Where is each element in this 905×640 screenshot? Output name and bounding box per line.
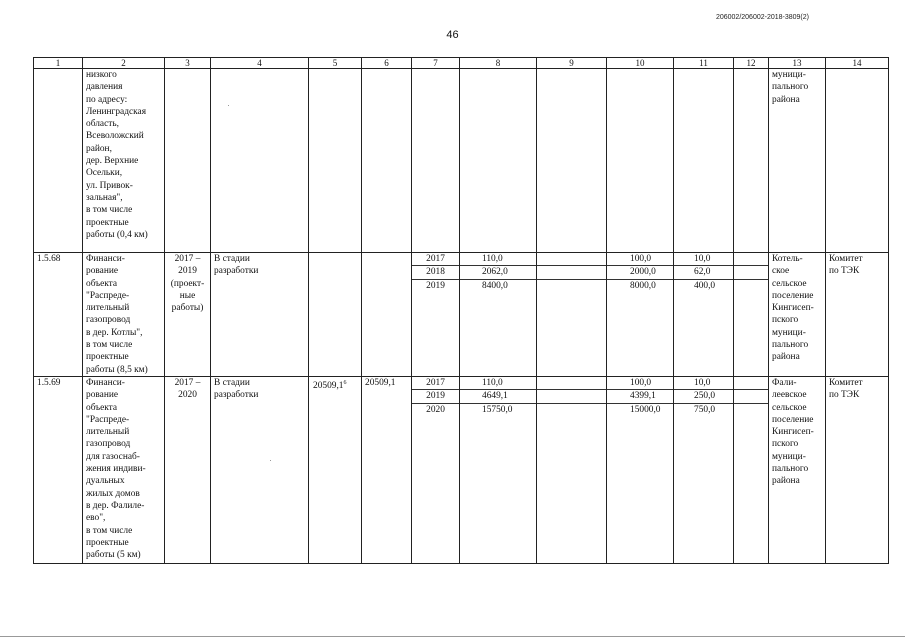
year: 2017 [412, 377, 459, 390]
period: 2017 – 2019 (проект- ные работы) [170, 254, 205, 314]
total-amount: 8400,0 [482, 280, 508, 291]
continuation-row [34, 69, 889, 253]
municipality: Котель- ское сельское поселение Кингисеп- пского муници- пального района [772, 254, 814, 363]
table-row [34, 377, 889, 564]
column-header: 8 [460, 58, 537, 69]
total-amount: 110,0 [460, 377, 536, 390]
total-amount: 110,0 [460, 253, 536, 266]
total-amount: 2062,0 [460, 266, 536, 279]
local-budget: 400,0 [694, 280, 716, 291]
cost-cell: 20509,1 [362, 377, 412, 564]
column-header: 14 [826, 58, 889, 69]
regional-budget: 2000,0 [607, 266, 673, 279]
total-amount: 15750,0 [482, 404, 513, 415]
column-header: 13 [769, 58, 826, 69]
column-header: 10 [607, 58, 674, 69]
column-header: 3 [165, 58, 211, 69]
year: 2018 [412, 266, 459, 279]
column-header: 9 [537, 58, 607, 69]
regional-budget: 100,0 [607, 253, 673, 266]
regional-budget: 4399,1 [607, 390, 673, 403]
local-budget: 750,0 [694, 404, 716, 415]
column-header: 11 [674, 58, 734, 69]
program-table [33, 57, 889, 564]
status: В стадии разработки [214, 378, 259, 401]
column-header: 6 [362, 58, 412, 69]
local-budget: 10,0 [674, 253, 733, 266]
column-header: 7 [412, 58, 460, 69]
year: 2017 [412, 253, 459, 266]
object-description-continued: низкого давления по адресу: Ленинградская область, Всеволожский район, дер. Верхние Осельки, ул. Привок- зальная", в том числе проектные работы (0,4 км) [86, 70, 148, 240]
period: 2017 – 2020 [174, 378, 201, 401]
table-row [34, 253, 889, 377]
regional-budget: 8000,0 [630, 280, 656, 291]
column-number-row [34, 58, 889, 69]
municipality: Фали- леевское сельское поселение Кингисеп- пского муници- пального района [772, 378, 814, 487]
year: 2020 [426, 404, 445, 415]
regional-budget: 15000,0 [630, 404, 661, 415]
responsible-committee: Комитет по ТЭК [829, 378, 863, 401]
cost-cell: 20509,1$^6$ [309, 377, 362, 564]
responsible-committee: Комитет по ТЭК [829, 254, 863, 277]
regional-budget: 100,0 [607, 377, 673, 390]
column-header: 1 [34, 58, 83, 69]
status: В стадии разработки [214, 254, 259, 277]
column-header: 2 [83, 58, 165, 69]
scan-speck [270, 460, 271, 461]
column-header: 12 [734, 58, 769, 69]
year: 2019 [412, 390, 459, 403]
cost-cell [309, 253, 362, 377]
object-name: Финанси- рование объекта "Распреде- лительный газопровод для газоснаб- жения индиви- дуальных жилых домов в дер. Фалиле- ево", в том числе проектные работы (5 км) [86, 378, 146, 561]
document-reference: 206002/206002-2018-3809(2) [715, 14, 809, 21]
page-number: 46 [446, 29, 459, 41]
column-header: 5 [309, 58, 362, 69]
row-number: 1.5.69 [34, 377, 83, 564]
municipality-continued: муници- пального района [772, 70, 809, 105]
scan-edge-line [0, 636, 905, 637]
year: 2019 [426, 280, 445, 291]
local-budget: 250,0 [674, 390, 733, 403]
object-name: Финанси- рование объекта "Распреде- лительный газопровод в дер. Котлы", в том числе проектные работы (8,5 км) [86, 254, 148, 375]
column-header: 4 [211, 58, 309, 69]
local-budget: 10,0 [674, 377, 733, 390]
scan-speck [228, 105, 229, 106]
local-budget: 62,0 [674, 266, 733, 279]
cost-cell [362, 253, 412, 377]
total-amount: 4649,1 [460, 390, 536, 403]
row-number: 1.5.68 [34, 253, 83, 377]
